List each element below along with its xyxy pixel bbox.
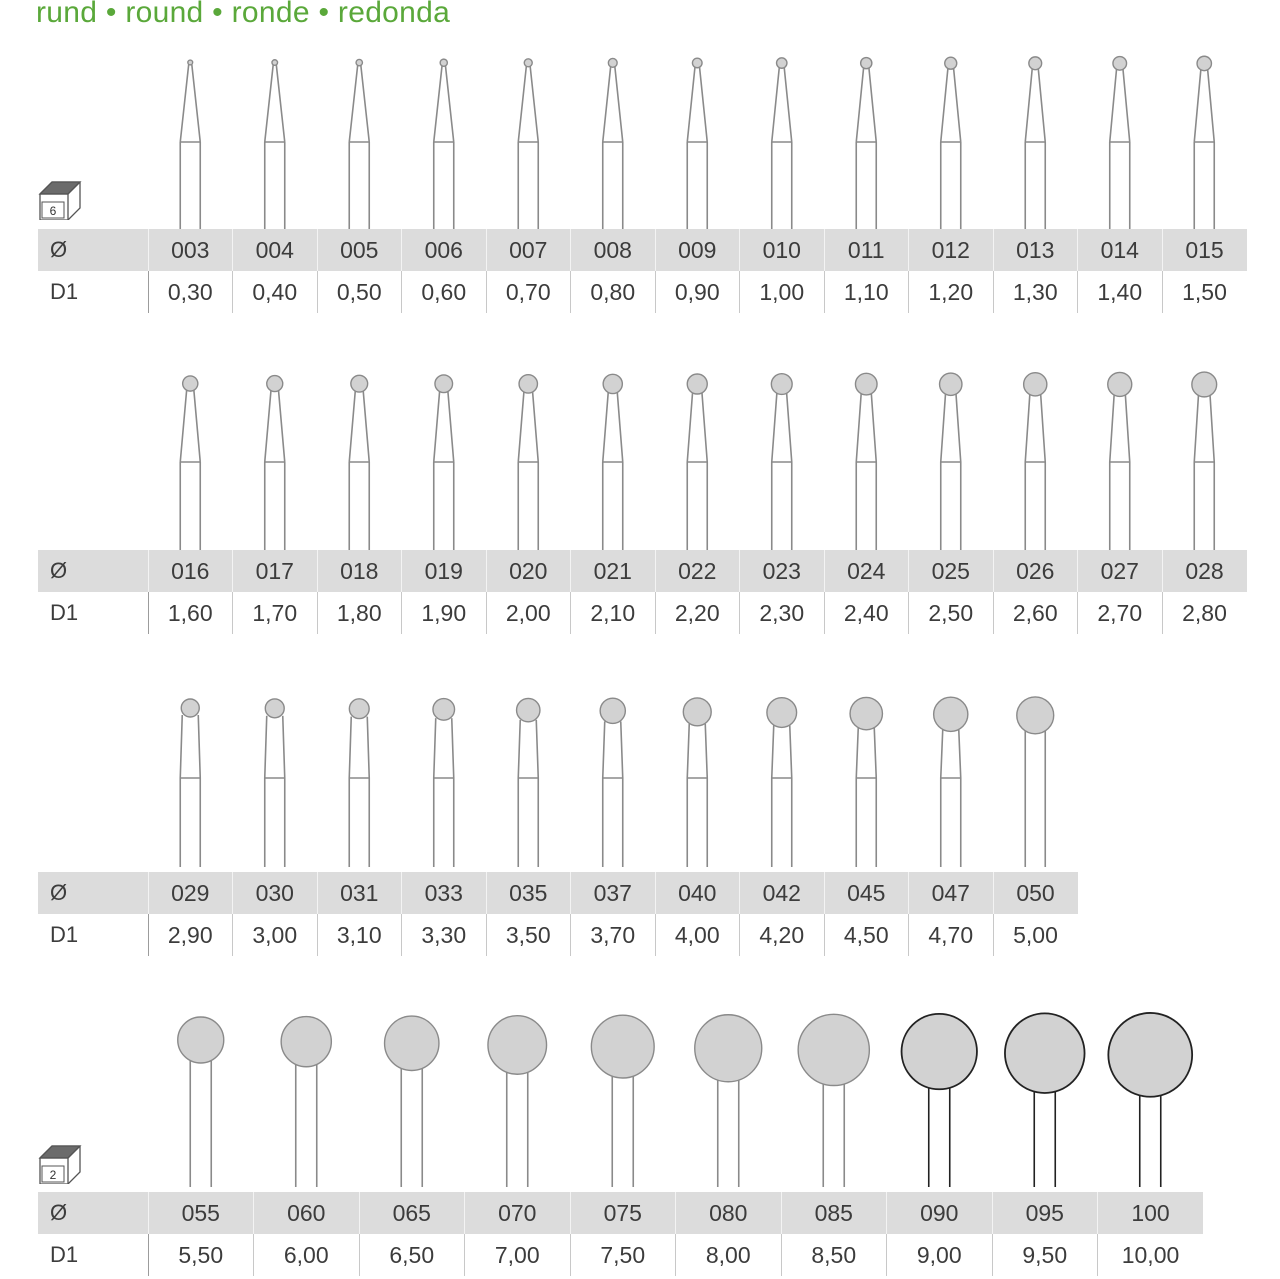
bur-drawing-017 (265, 376, 285, 550)
d1-value-cell: 3,00 (233, 914, 318, 956)
d1-value-cell: 4,00 (655, 914, 740, 956)
size-code-cell: 029 (148, 872, 233, 914)
bur-drawing-031 (349, 699, 369, 867)
d1-value-cell: 1,90 (402, 592, 487, 634)
d1-row (38, 592, 1247, 634)
bur-drawing-015 (1194, 56, 1214, 230)
d1-value-cell: 2,40 (824, 592, 909, 634)
diameter-label: Ø (38, 1192, 148, 1234)
bur-drawing-045 (850, 697, 882, 867)
bur-drawing-013 (1025, 57, 1045, 230)
bur-drawing-023 (771, 374, 792, 550)
bur-drawings (0, 1010, 1280, 1192)
size-code-cell: 080 (676, 1192, 782, 1234)
d1-value-cell: 4,70 (909, 914, 994, 956)
bur-drawing-022 (687, 374, 707, 550)
bur-drawing-014 (1110, 57, 1130, 230)
package-box-icon (38, 178, 82, 220)
size-table (38, 872, 1078, 956)
d1-value-cell: 2,80 (1162, 592, 1247, 634)
size-code-cell: 024 (824, 550, 909, 592)
bur-drawing-024 (855, 373, 877, 550)
bur-drawing-011 (856, 58, 876, 230)
size-code-cell: 014 (1078, 229, 1163, 271)
bur-drawing-025 (940, 373, 962, 550)
size-code-cell: 017 (233, 550, 318, 592)
bur-drawing-004 (265, 60, 285, 230)
size-table (38, 229, 1247, 313)
d1-value-cell: 0,80 (571, 271, 656, 313)
size-code-cell: 008 (571, 229, 656, 271)
size-code-cell: 028 (1162, 550, 1247, 592)
d1-value-cell: 1,20 (909, 271, 994, 313)
size-code-cell: 042 (740, 872, 825, 914)
d1-value-cell: 6,50 (359, 1234, 465, 1276)
size-code-cell: 025 (909, 550, 994, 592)
d1-value-cell: 8,00 (676, 1234, 782, 1276)
d1-label: D1 (38, 271, 148, 313)
d1-value-cell: 4,50 (824, 914, 909, 956)
d1-value-cell: 7,00 (465, 1234, 571, 1276)
bur-drawing-021 (603, 374, 623, 550)
d1-row (38, 1234, 1203, 1276)
d1-value-cell: 1,10 (824, 271, 909, 313)
size-code-cell: 011 (824, 229, 909, 271)
bur-drawings (0, 370, 1280, 550)
diameter-row (38, 550, 1247, 592)
d1-value-cell: 0,90 (655, 271, 740, 313)
bur-drawing-090 (902, 1014, 977, 1187)
d1-value-cell: 1,50 (1162, 271, 1247, 313)
bur-drawing-020 (518, 375, 538, 550)
d1-value-cell: 2,90 (148, 914, 233, 956)
bur-drawing-065 (385, 1016, 439, 1187)
bur-drawing-047 (934, 697, 968, 867)
d1-value-cell: 0,40 (233, 271, 318, 313)
bur-drawings (0, 690, 1280, 872)
size-code-cell: 004 (233, 229, 318, 271)
size-code-cell: 022 (655, 550, 740, 592)
bur-drawing-005 (349, 59, 369, 230)
size-code-cell: 047 (909, 872, 994, 914)
bur-drawing-010 (772, 58, 792, 230)
size-code-cell: 090 (887, 1192, 993, 1234)
d1-value-cell: 1,00 (740, 271, 825, 313)
d1-row (38, 914, 1078, 956)
d1-value-cell: 6,00 (254, 1234, 360, 1276)
size-code-cell: 045 (824, 872, 909, 914)
bur-drawing-050 (1017, 697, 1054, 867)
bur-drawing-009 (687, 58, 707, 230)
d1-value-cell: 2,00 (486, 592, 571, 634)
size-code-cell: 020 (486, 550, 571, 592)
diameter-label: Ø (38, 872, 148, 914)
bur-drawing-029 (180, 699, 200, 867)
pack-quantity: 2 (49, 1168, 57, 1182)
size-code-cell: 095 (992, 1192, 1098, 1234)
size-code-cell: 030 (233, 872, 318, 914)
d1-value-cell: 2,50 (909, 592, 994, 634)
size-code-cell: 012 (909, 229, 994, 271)
bur-drawing-080 (695, 1015, 762, 1187)
size-code-cell: 031 (317, 872, 402, 914)
d1-value-cell: 3,30 (402, 914, 487, 956)
bur-drawings (0, 50, 1280, 230)
size-code-cell: 100 (1098, 1192, 1204, 1234)
d1-label: D1 (38, 592, 148, 634)
bur-drawing-055 (178, 1017, 224, 1187)
size-code-cell: 021 (571, 550, 656, 592)
d1-value-cell: 0,60 (402, 271, 487, 313)
diameter-row (38, 1192, 1203, 1234)
size-code-cell: 040 (655, 872, 740, 914)
size-code-cell: 018 (317, 550, 402, 592)
bur-drawing-030 (265, 699, 285, 867)
bur-drawing-008 (603, 58, 623, 230)
size-code-cell: 026 (993, 550, 1078, 592)
bur-drawing-027 (1108, 372, 1132, 550)
bur-drawing-018 (349, 375, 369, 550)
diameter-label: Ø (38, 550, 148, 592)
d1-value-cell: 1,60 (148, 592, 233, 634)
d1-label: D1 (38, 914, 148, 956)
bur-drawing-007 (518, 59, 538, 230)
bur-drawing-019 (434, 375, 454, 550)
d1-value-cell: 10,00 (1098, 1234, 1204, 1276)
d1-value-cell: 3,70 (571, 914, 656, 956)
size-code-cell: 010 (740, 229, 825, 271)
d1-value-cell: 5,50 (148, 1234, 254, 1276)
d1-value-cell: 1,30 (993, 271, 1078, 313)
d1-value-cell: 1,40 (1078, 271, 1163, 313)
d1-value-cell: 2,10 (571, 592, 656, 634)
d1-value-cell: 9,50 (992, 1234, 1098, 1276)
bur-drawing-028 (1192, 372, 1217, 550)
d1-value-cell: 1,70 (233, 592, 318, 634)
pack-quantity: 6 (49, 204, 57, 218)
size-code-cell: 003 (148, 229, 233, 271)
bur-drawing-100 (1108, 1013, 1192, 1187)
bur-drawing-003 (180, 60, 200, 230)
d1-value-cell: 0,70 (486, 271, 571, 313)
d1-value-cell: 3,10 (317, 914, 402, 956)
d1-value-cell: 0,30 (148, 271, 233, 313)
bur-drawing-037 (600, 698, 625, 867)
bur-drawing-006 (434, 59, 454, 230)
bur-drawing-075 (591, 1015, 654, 1187)
size-code-cell: 013 (993, 229, 1078, 271)
bur-drawing-016 (180, 376, 200, 550)
size-code-cell: 027 (1078, 550, 1163, 592)
bur-drawing-012 (941, 57, 961, 230)
d1-value-cell: 2,60 (993, 592, 1078, 634)
d1-value-cell: 3,50 (486, 914, 571, 956)
size-code-cell: 050 (993, 872, 1078, 914)
d1-value-cell: 9,00 (887, 1234, 993, 1276)
d1-label: D1 (38, 1234, 148, 1276)
size-code-cell: 065 (359, 1192, 465, 1234)
d1-value-cell: 5,00 (993, 914, 1078, 956)
size-code-cell: 060 (254, 1192, 360, 1234)
d1-value-cell: 0,50 (317, 271, 402, 313)
size-code-cell: 005 (317, 229, 402, 271)
d1-value-cell: 2,20 (655, 592, 740, 634)
size-code-cell: 075 (570, 1192, 676, 1234)
diameter-row (38, 229, 1247, 271)
d1-value-cell: 2,30 (740, 592, 825, 634)
bur-drawing-035 (517, 698, 540, 867)
size-code-cell: 035 (486, 872, 571, 914)
bur-drawing-040 (683, 698, 711, 867)
d1-value-cell: 1,80 (317, 592, 402, 634)
size-code-cell: 033 (402, 872, 487, 914)
d1-value-cell: 7,50 (570, 1234, 676, 1276)
size-table (38, 1192, 1203, 1276)
page-title: rund • round • ronde • redonda (36, 0, 451, 29)
size-code-cell: 015 (1162, 229, 1247, 271)
bur-drawing-085 (798, 1014, 869, 1187)
size-code-cell: 055 (148, 1192, 254, 1234)
size-code-cell: 019 (402, 550, 487, 592)
size-code-cell: 023 (740, 550, 825, 592)
d1-value-cell: 2,70 (1078, 592, 1163, 634)
size-code-cell: 070 (465, 1192, 571, 1234)
bur-drawing-026 (1024, 373, 1047, 550)
diameter-label: Ø (38, 229, 148, 271)
d1-value-cell: 8,50 (781, 1234, 887, 1276)
bur-drawing-070 (488, 1016, 547, 1187)
bur-drawing-095 (1005, 1013, 1085, 1187)
size-code-cell: 006 (402, 229, 487, 271)
bur-drawing-033 (433, 699, 455, 867)
bur-drawing-042 (767, 698, 797, 867)
diameter-row (38, 872, 1078, 914)
size-code-cell: 007 (486, 229, 571, 271)
size-table (38, 550, 1247, 634)
package-box-icon (38, 1142, 82, 1184)
size-code-cell: 085 (781, 1192, 887, 1234)
d1-row (38, 271, 1247, 313)
size-code-cell: 016 (148, 550, 233, 592)
size-code-cell: 009 (655, 229, 740, 271)
d1-value-cell: 4,20 (740, 914, 825, 956)
size-code-cell: 037 (571, 872, 656, 914)
bur-drawing-060 (281, 1017, 331, 1187)
